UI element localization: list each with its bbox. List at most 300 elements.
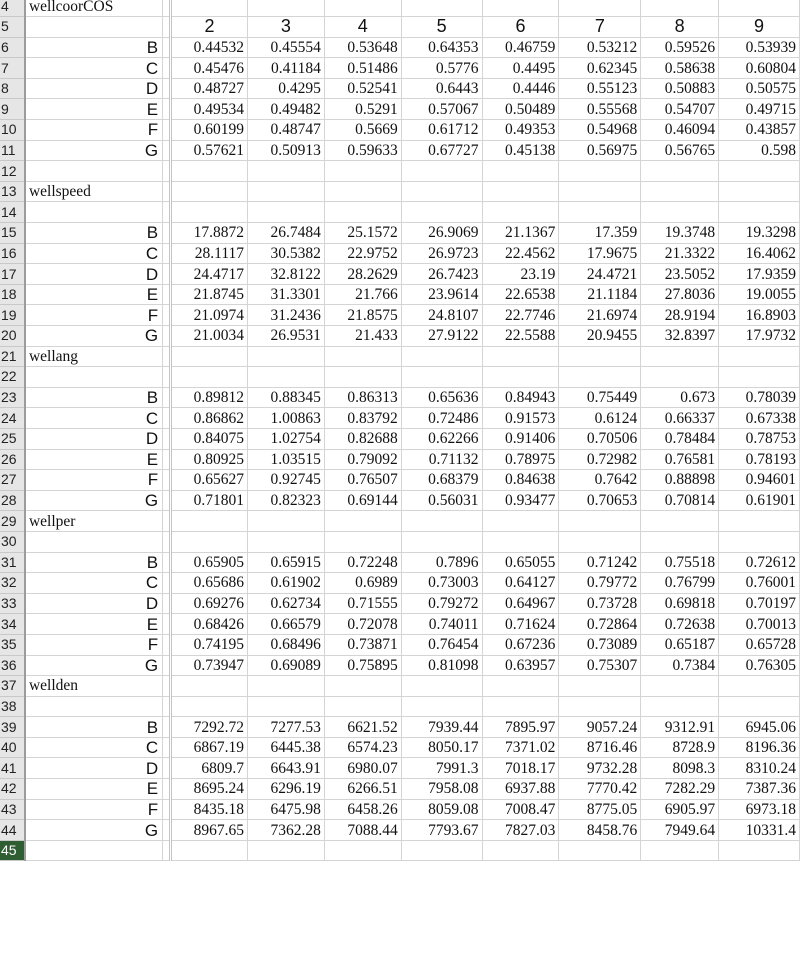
value-cell[interactable]: 0.81098	[401, 655, 482, 676]
value-cell[interactable]: 6296.19	[248, 779, 325, 800]
row-label[interactable]: G	[25, 490, 163, 511]
value-cell[interactable]: 0.72638	[641, 614, 719, 635]
value-cell[interactable]: 0.82688	[324, 428, 401, 449]
value-cell[interactable]: 0.91573	[482, 408, 559, 429]
value-cell[interactable]: 0.72864	[559, 614, 641, 635]
value-cell[interactable]: 25.1572	[324, 223, 401, 244]
value-cell[interactable]: 0.46094	[641, 120, 719, 141]
value-cell[interactable]: 0.66337	[641, 408, 719, 429]
cell[interactable]	[559, 161, 641, 182]
value-cell[interactable]: 0.5669	[324, 120, 401, 141]
value-cell[interactable]: 0.65187	[641, 634, 719, 655]
value-cell[interactable]: 22.5588	[482, 326, 559, 347]
value-cell[interactable]: 6574.23	[324, 737, 401, 758]
section-title[interactable]: wellper	[25, 511, 163, 532]
value-cell[interactable]: 8967.65	[171, 820, 248, 841]
value-cell[interactable]: 6458.26	[324, 799, 401, 820]
row-label[interactable]: F	[25, 634, 163, 655]
row-header[interactable]: 42	[0, 779, 25, 800]
value-cell[interactable]: 0.6989	[324, 573, 401, 594]
value-cell[interactable]: 0.65728	[719, 634, 800, 655]
cell[interactable]	[641, 181, 719, 202]
cell[interactable]	[171, 511, 248, 532]
value-cell[interactable]: 26.7484	[248, 223, 325, 244]
row-header[interactable]: 16	[0, 243, 25, 264]
row-header[interactable]: 9	[0, 99, 25, 120]
value-cell[interactable]: 0.63957	[482, 655, 559, 676]
value-cell[interactable]: 0.73728	[559, 593, 641, 614]
value-cell[interactable]: 0.74011	[401, 614, 482, 635]
cell[interactable]	[248, 840, 325, 861]
row-label[interactable]: E	[25, 614, 163, 635]
value-cell[interactable]: 0.6443	[401, 78, 482, 99]
value-cell[interactable]: 17.9732	[719, 326, 800, 347]
value-cell[interactable]: 26.9723	[401, 243, 482, 264]
cell[interactable]	[25, 367, 163, 388]
value-cell[interactable]: 0.7384	[641, 655, 719, 676]
cell[interactable]	[641, 202, 719, 223]
value-cell[interactable]: 0.48727	[171, 78, 248, 99]
cell[interactable]	[248, 676, 325, 697]
value-cell[interactable]: 0.69144	[324, 490, 401, 511]
value-cell[interactable]: 16.8903	[719, 305, 800, 326]
row-label[interactable]: G	[25, 326, 163, 347]
value-cell[interactable]: 0.82323	[248, 490, 325, 511]
row-header[interactable]: 10	[0, 120, 25, 141]
cell[interactable]	[482, 511, 559, 532]
row-label[interactable]: B	[25, 387, 163, 408]
value-cell[interactable]: 0.84943	[482, 387, 559, 408]
value-cell[interactable]: 23.5052	[641, 264, 719, 285]
value-cell[interactable]: 0.75518	[641, 552, 719, 573]
value-cell[interactable]: 32.8122	[248, 264, 325, 285]
value-cell[interactable]: 0.49534	[171, 99, 248, 120]
value-cell[interactable]: 0.598	[719, 140, 800, 161]
cell[interactable]	[559, 676, 641, 697]
cell[interactable]	[324, 0, 401, 17]
cell[interactable]	[401, 531, 482, 552]
value-cell[interactable]: 21.1184	[559, 284, 641, 305]
value-cell[interactable]: 21.8575	[324, 305, 401, 326]
value-cell[interactable]: 0.69276	[171, 593, 248, 614]
section-title[interactable]: wellspeed	[25, 181, 163, 202]
row-header[interactable]: 36	[0, 655, 25, 676]
row-header[interactable]: 19	[0, 305, 25, 326]
value-cell[interactable]: 24.4721	[559, 264, 641, 285]
value-cell[interactable]: 8435.18	[171, 799, 248, 820]
value-cell[interactable]: 0.88898	[641, 470, 719, 491]
value-cell[interactable]: 8050.17	[401, 737, 482, 758]
value-cell[interactable]: 0.68379	[401, 470, 482, 491]
value-cell[interactable]: 0.41184	[248, 58, 325, 79]
row-label[interactable]: C	[25, 573, 163, 594]
value-cell[interactable]: 26.7423	[401, 264, 482, 285]
value-cell[interactable]: 0.72612	[719, 552, 800, 573]
value-cell[interactable]: 0.79092	[324, 449, 401, 470]
cell[interactable]	[25, 17, 163, 38]
value-cell[interactable]: 0.71132	[401, 449, 482, 470]
value-cell[interactable]: 0.65055	[482, 552, 559, 573]
cell[interactable]	[171, 696, 248, 717]
value-cell[interactable]: 0.55123	[559, 78, 641, 99]
value-cell[interactable]: 27.8036	[641, 284, 719, 305]
value-cell[interactable]: 0.75895	[324, 655, 401, 676]
value-cell[interactable]: 0.56765	[641, 140, 719, 161]
cell[interactable]	[482, 676, 559, 697]
row-header[interactable]: 34	[0, 614, 25, 635]
value-cell[interactable]: 0.79772	[559, 573, 641, 594]
column-header[interactable]: 6	[482, 17, 559, 38]
value-cell[interactable]: 0.45138	[482, 140, 559, 161]
value-cell[interactable]: 6973.18	[719, 799, 800, 820]
cell[interactable]	[641, 840, 719, 861]
cell[interactable]	[719, 696, 800, 717]
cell[interactable]	[171, 367, 248, 388]
row-label[interactable]: C	[25, 58, 163, 79]
value-cell[interactable]: 0.84075	[171, 428, 248, 449]
cell[interactable]	[171, 181, 248, 202]
value-cell[interactable]: 0.76799	[641, 573, 719, 594]
value-cell[interactable]: 0.50575	[719, 78, 800, 99]
value-cell[interactable]: 0.60804	[719, 58, 800, 79]
value-cell[interactable]: 0.80925	[171, 449, 248, 470]
value-cell[interactable]: 6809.7	[171, 758, 248, 779]
cell[interactable]	[171, 346, 248, 367]
row-header[interactable]: 4	[0, 0, 25, 17]
row-label[interactable]: B	[25, 37, 163, 58]
value-cell[interactable]: 0.49482	[248, 99, 325, 120]
value-cell[interactable]: 7827.03	[482, 820, 559, 841]
cell[interactable]	[559, 0, 641, 17]
value-cell[interactable]: 8728.9	[641, 737, 719, 758]
value-cell[interactable]: 24.4717	[171, 264, 248, 285]
value-cell[interactable]: 1.03515	[248, 449, 325, 470]
value-cell[interactable]: 0.50913	[248, 140, 325, 161]
row-label[interactable]: D	[25, 593, 163, 614]
value-cell[interactable]: 21.766	[324, 284, 401, 305]
cell[interactable]	[248, 161, 325, 182]
cell[interactable]	[482, 181, 559, 202]
value-cell[interactable]: 24.8107	[401, 305, 482, 326]
value-cell[interactable]: 7008.47	[482, 799, 559, 820]
cell[interactable]	[559, 840, 641, 861]
value-cell[interactable]: 0.76001	[719, 573, 800, 594]
value-cell[interactable]: 21.1367	[482, 223, 559, 244]
column-header[interactable]: 4	[324, 17, 401, 38]
cell[interactable]	[248, 511, 325, 532]
cell[interactable]	[171, 840, 248, 861]
value-cell[interactable]: 0.61901	[719, 490, 800, 511]
value-cell[interactable]: 0.88345	[248, 387, 325, 408]
value-cell[interactable]: 0.75449	[559, 387, 641, 408]
cell[interactable]	[324, 511, 401, 532]
value-cell[interactable]: 0.72486	[401, 408, 482, 429]
value-cell[interactable]: 6266.51	[324, 779, 401, 800]
value-cell[interactable]: 7895.97	[482, 717, 559, 738]
value-cell[interactable]: 0.78484	[641, 428, 719, 449]
row-header[interactable]: 45	[0, 840, 25, 861]
value-cell[interactable]: 0.673	[641, 387, 719, 408]
value-cell[interactable]: 21.3322	[641, 243, 719, 264]
value-cell[interactable]: 6643.91	[248, 758, 325, 779]
value-cell[interactable]: 0.93477	[482, 490, 559, 511]
row-header[interactable]: 21	[0, 346, 25, 367]
value-cell[interactable]: 17.9359	[719, 264, 800, 285]
column-header[interactable]: 8	[641, 17, 719, 38]
value-cell[interactable]: 6980.07	[324, 758, 401, 779]
row-label[interactable]: E	[25, 284, 163, 305]
section-title[interactable]: wellang	[25, 346, 163, 367]
cell[interactable]	[401, 161, 482, 182]
value-cell[interactable]: 7958.08	[401, 779, 482, 800]
cell[interactable]	[641, 161, 719, 182]
cell[interactable]	[641, 676, 719, 697]
cell[interactable]	[171, 0, 248, 17]
value-cell[interactable]: 0.53648	[324, 37, 401, 58]
value-cell[interactable]: 0.72248	[324, 552, 401, 573]
value-cell[interactable]: 0.74195	[171, 634, 248, 655]
value-cell[interactable]: 0.94601	[719, 470, 800, 491]
row-header[interactable]: 11	[0, 140, 25, 161]
row-label[interactable]: F	[25, 470, 163, 491]
value-cell[interactable]: 27.9122	[401, 326, 482, 347]
row-label[interactable]: E	[25, 449, 163, 470]
value-cell[interactable]: 8716.46	[559, 737, 641, 758]
cell[interactable]	[482, 367, 559, 388]
value-cell[interactable]: 6621.52	[324, 717, 401, 738]
value-cell[interactable]: 0.43857	[719, 120, 800, 141]
cell[interactable]	[401, 696, 482, 717]
row-label[interactable]: D	[25, 428, 163, 449]
value-cell[interactable]: 0.67236	[482, 634, 559, 655]
value-cell[interactable]: 16.4062	[719, 243, 800, 264]
value-cell[interactable]: 0.65627	[171, 470, 248, 491]
value-cell[interactable]: 7362.28	[248, 820, 325, 841]
cell[interactable]	[719, 531, 800, 552]
cell[interactable]	[719, 161, 800, 182]
value-cell[interactable]: 0.84638	[482, 470, 559, 491]
row-header[interactable]: 35	[0, 634, 25, 655]
value-cell[interactable]: 10331.4	[719, 820, 800, 841]
row-label[interactable]: F	[25, 799, 163, 820]
value-cell[interactable]: 21.433	[324, 326, 401, 347]
value-cell[interactable]: 0.70013	[719, 614, 800, 635]
value-cell[interactable]: 0.76454	[401, 634, 482, 655]
value-cell[interactable]: 22.6538	[482, 284, 559, 305]
value-cell[interactable]: 23.9614	[401, 284, 482, 305]
value-cell[interactable]: 8310.24	[719, 758, 800, 779]
value-cell[interactable]: 31.3301	[248, 284, 325, 305]
value-cell[interactable]: 8695.24	[171, 779, 248, 800]
row-header[interactable]: 25	[0, 428, 25, 449]
value-cell[interactable]: 0.70814	[641, 490, 719, 511]
value-cell[interactable]: 6937.88	[482, 779, 559, 800]
value-cell[interactable]: 0.86313	[324, 387, 401, 408]
cell[interactable]	[324, 840, 401, 861]
value-cell[interactable]: 21.6974	[559, 305, 641, 326]
row-header[interactable]: 41	[0, 758, 25, 779]
row-header[interactable]: 8	[0, 78, 25, 99]
cell[interactable]	[641, 346, 719, 367]
cell[interactable]	[559, 202, 641, 223]
value-cell[interactable]: 0.71242	[559, 552, 641, 573]
row-label[interactable]: E	[25, 779, 163, 800]
value-cell[interactable]: 0.70197	[719, 593, 800, 614]
cell[interactable]	[248, 696, 325, 717]
row-header[interactable]: 44	[0, 820, 25, 841]
column-header[interactable]: 7	[559, 17, 641, 38]
row-header[interactable]: 20	[0, 326, 25, 347]
value-cell[interactable]: 0.86862	[171, 408, 248, 429]
value-cell[interactable]: 8196.36	[719, 737, 800, 758]
value-cell[interactable]: 0.59633	[324, 140, 401, 161]
value-cell[interactable]: 0.83792	[324, 408, 401, 429]
value-cell[interactable]: 0.78193	[719, 449, 800, 470]
value-cell[interactable]: 7018.17	[482, 758, 559, 779]
value-cell[interactable]: 6905.97	[641, 799, 719, 820]
column-header[interactable]: 2	[171, 17, 248, 38]
value-cell[interactable]: 7991.3	[401, 758, 482, 779]
value-cell[interactable]: 0.67338	[719, 408, 800, 429]
value-cell[interactable]: 0.70653	[559, 490, 641, 511]
cell[interactable]	[25, 696, 163, 717]
cell[interactable]	[401, 202, 482, 223]
row-header[interactable]: 18	[0, 284, 25, 305]
cell[interactable]	[248, 181, 325, 202]
row-header[interactable]: 27	[0, 470, 25, 491]
value-cell[interactable]: 1.02754	[248, 428, 325, 449]
value-cell[interactable]: 0.89812	[171, 387, 248, 408]
value-cell[interactable]: 0.64127	[482, 573, 559, 594]
column-header[interactable]: 3	[248, 17, 325, 38]
value-cell[interactable]: 0.56975	[559, 140, 641, 161]
cell[interactable]	[559, 696, 641, 717]
value-cell[interactable]: 22.4562	[482, 243, 559, 264]
row-label[interactable]: G	[25, 140, 163, 161]
row-header[interactable]: 15	[0, 223, 25, 244]
cell[interactable]	[171, 161, 248, 182]
row-label[interactable]: D	[25, 78, 163, 99]
value-cell[interactable]: 7939.44	[401, 717, 482, 738]
value-cell[interactable]: 0.4446	[482, 78, 559, 99]
value-cell[interactable]: 0.68496	[248, 634, 325, 655]
cell[interactable]	[719, 346, 800, 367]
value-cell[interactable]: 26.9069	[401, 223, 482, 244]
cell[interactable]	[324, 202, 401, 223]
value-cell[interactable]: 17.8872	[171, 223, 248, 244]
value-cell[interactable]: 22.7746	[482, 305, 559, 326]
value-cell[interactable]: 0.61712	[401, 120, 482, 141]
row-header[interactable]: 23	[0, 387, 25, 408]
value-cell[interactable]: 0.78753	[719, 428, 800, 449]
value-cell[interactable]: 0.61902	[248, 573, 325, 594]
cell[interactable]	[482, 346, 559, 367]
value-cell[interactable]: 0.76507	[324, 470, 401, 491]
value-cell[interactable]: 0.65915	[248, 552, 325, 573]
value-cell[interactable]: 0.92745	[248, 470, 325, 491]
cell[interactable]	[248, 202, 325, 223]
value-cell[interactable]: 7770.42	[559, 779, 641, 800]
value-cell[interactable]: 0.78039	[719, 387, 800, 408]
cell[interactable]	[559, 346, 641, 367]
value-cell[interactable]: 0.59526	[641, 37, 719, 58]
value-cell[interactable]: 0.44532	[171, 37, 248, 58]
cell[interactable]	[559, 531, 641, 552]
row-header[interactable]: 13	[0, 181, 25, 202]
value-cell[interactable]: 7387.36	[719, 779, 800, 800]
value-cell[interactable]: 0.68426	[171, 614, 248, 635]
value-cell[interactable]: 0.6124	[559, 408, 641, 429]
cell[interactable]	[719, 511, 800, 532]
column-header[interactable]: 9	[719, 17, 800, 38]
cell[interactable]	[324, 346, 401, 367]
row-header[interactable]: 30	[0, 531, 25, 552]
value-cell[interactable]: 0.53212	[559, 37, 641, 58]
value-cell[interactable]: 0.62345	[559, 58, 641, 79]
value-cell[interactable]: 19.0055	[719, 284, 800, 305]
row-label[interactable]: E	[25, 99, 163, 120]
cell[interactable]	[482, 161, 559, 182]
value-cell[interactable]: 17.9675	[559, 243, 641, 264]
row-header[interactable]: 6	[0, 37, 25, 58]
cell[interactable]	[401, 676, 482, 697]
cell[interactable]	[641, 511, 719, 532]
value-cell[interactable]: 0.5776	[401, 58, 482, 79]
cell[interactable]	[248, 346, 325, 367]
cell[interactable]	[482, 531, 559, 552]
value-cell[interactable]: 0.67727	[401, 140, 482, 161]
row-label[interactable]: B	[25, 552, 163, 573]
value-cell[interactable]: 8098.3	[641, 758, 719, 779]
value-cell[interactable]: 0.7896	[401, 552, 482, 573]
value-cell[interactable]: 28.9194	[641, 305, 719, 326]
value-cell[interactable]: 6475.98	[248, 799, 325, 820]
value-cell[interactable]: 0.78975	[482, 449, 559, 470]
cell[interactable]	[248, 367, 325, 388]
cell[interactable]	[401, 840, 482, 861]
value-cell[interactable]: 28.1117	[171, 243, 248, 264]
row-label[interactable]: G	[25, 820, 163, 841]
cell[interactable]	[401, 181, 482, 202]
cell[interactable]	[401, 0, 482, 17]
value-cell[interactable]: 0.64967	[482, 593, 559, 614]
value-cell[interactable]: 7282.29	[641, 779, 719, 800]
value-cell[interactable]: 0.75307	[559, 655, 641, 676]
value-cell[interactable]: 32.8397	[641, 326, 719, 347]
row-header[interactable]: 24	[0, 408, 25, 429]
value-cell[interactable]: 7793.67	[401, 820, 482, 841]
row-label[interactable]: C	[25, 408, 163, 429]
row-header[interactable]: 7	[0, 58, 25, 79]
value-cell[interactable]: 8775.05	[559, 799, 641, 820]
cell[interactable]	[559, 181, 641, 202]
cell[interactable]	[719, 181, 800, 202]
cell[interactable]	[25, 840, 163, 861]
value-cell[interactable]: 0.64353	[401, 37, 482, 58]
cell[interactable]	[401, 367, 482, 388]
section-title[interactable]: wellcoorCOS	[25, 0, 163, 17]
value-cell[interactable]: 0.52541	[324, 78, 401, 99]
row-label[interactable]: D	[25, 264, 163, 285]
value-cell[interactable]: 7949.64	[641, 820, 719, 841]
value-cell[interactable]: 28.2629	[324, 264, 401, 285]
row-header[interactable]: 5	[0, 17, 25, 38]
value-cell[interactable]: 6945.06	[719, 717, 800, 738]
value-cell[interactable]: 21.0974	[171, 305, 248, 326]
row-label[interactable]: B	[25, 717, 163, 738]
cell[interactable]	[171, 202, 248, 223]
row-header[interactable]: 38	[0, 696, 25, 717]
